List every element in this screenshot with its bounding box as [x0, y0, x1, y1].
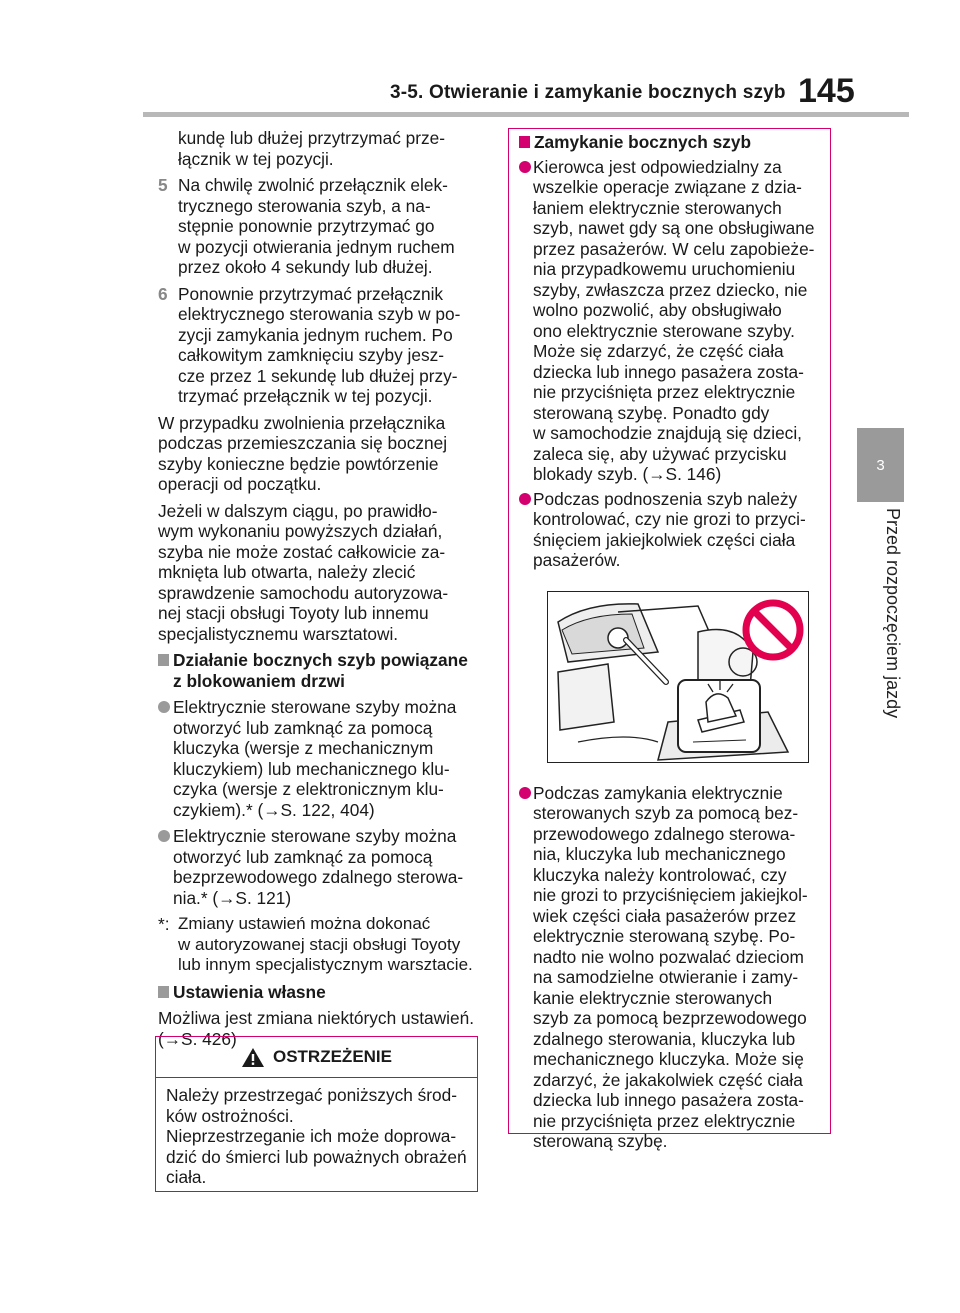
- chapter-tab: [857, 428, 904, 502]
- circle-bullet-icon: [158, 697, 173, 820]
- heading-custom-settings: Ustawienia własne: [158, 982, 480, 1003]
- bullet-item: Elektrycznie sterowane szyby można otworzyć lub zamknąć za pomocą bezprzewodowego zdalnego sterowa- nia.* (→S. 121): [158, 826, 480, 908]
- circle-bullet-icon: [519, 783, 533, 1152]
- heading-closing-windows: Zamykanie bocznych szyb: [519, 132, 822, 153]
- section-title: 3-5. Otwieranie i zamykanie bocznych szyb: [390, 82, 786, 103]
- bullet-item: Podczas zamykania elektrycznie sterowanych szyb za pomocą bez- przewodowego zdalnego sterowa- nia, kluczyka lub mechanicznego kluczyka należy kontrolować, czy nie grozi to przyciśnięciem jakiejkol- wiek części ciała pasażerów przez elektrycznie sterowaną szybę. Po- nadto nie wolno pozwalać dzieciom na samodzielne otwieranie i zamy- kanie elektrycznie sterowanych szyb za pomocą bezprzewodowego zdalnego sterowania, kluczyka lub mechanicznego kluczyka. Może się zdarzyć, że jakakolwiek część ciała dziecka lub innego pasażera zosta- nie przyciśnięta przez elektrycznie sterowaną szybę.: [519, 783, 822, 1152]
- step-number: 6: [158, 283, 168, 304]
- chapter-title: Przed rozpoczęciem jazdy: [883, 508, 903, 719]
- left-column: [158, 128, 480, 1055]
- page-number: 145: [798, 72, 855, 110]
- circle-bullet-icon: [158, 826, 173, 908]
- circle-bullet-icon: [519, 157, 533, 485]
- warning-title: OSTRZEŻENIE: [272, 1047, 392, 1066]
- closing-windows-box: [508, 128, 831, 1151]
- header-divider: [143, 112, 909, 117]
- step-text: Ponownie przytrzymać przełącznik elektrycznego sterowania szyb w po- zycji zamykania jednym ruchem. Po całkowitym zamknięciu szyby jesz- cze przez 1 sekundę lub dłużej przy- trzymać przełącznik w tej pozycji.: [178, 283, 461, 406]
- bullet-item: Podczas podnoszenia szyb należy kontrolować, czy nie grozi to przyci- śnięciem jakiejkolwiek części ciała pasażerów.: [519, 489, 822, 571]
- circle-bullet-icon: [519, 489, 533, 571]
- step-number: 5: [158, 175, 168, 195]
- continued-paragraph: kundę lub dłużej przytrzymać prze- łącznik w tej pozycji.: [178, 128, 446, 169]
- square-bullet-icon: [158, 982, 173, 1003]
- warning-box: [155, 1036, 478, 1192]
- step-6: [158, 284, 480, 407]
- bullet-item: Kierowca jest odpowiedzialny za wszelkie operacje związane z dzia- łaniem elektrycznie sterowanych szyb, nawet gdy są one obsługiwane przez pasażerów. W celu zapobieże- nia przypadkowemu uruchomieniu szyby, zwłaszcza przez dziecko, nie wolno pozwolić, aby obsługiwało ono elektrycznie sterowane szyby. Może się zdarzyć, że część ciała dziecka lub innego pasażera zosta- nie przyciśnięta przez elektrycznie sterowaną szybę. Ponadto gdy w samochodzie znajdują się dzieci, zaleca się, aby używać przycisku blokady szyb. (→S. 146): [519, 157, 822, 485]
- warning-text: Należy przestrzegać poniższych środ- ków ostrożności. Nieprzestrzeganie ich może doprowa- dzić do śmierci lub poważnych obrażeń ciała.: [166, 1085, 467, 1187]
- step-5: [158, 175, 480, 278]
- footnote: *: Zmiany ustawień można dokonać w autoryzowanej stacji obsługi Toyoty lub innym specjalistycznym warsztacie.: [158, 914, 473, 974]
- car-window-illustration: [547, 591, 809, 763]
- step-text: Na chwilę zwolnić przełącznik elek- trycznego sterowania szyb, a na- stępnie ponownie przytrzymać go w pozycji otwierania jednym ruchem przez około 4 sekundy lub dłużej.: [178, 175, 455, 277]
- square-bullet-icon: [158, 650, 173, 691]
- paragraph-release: W przypadku zwolnienia przełącznika podczas przemieszczania się bocznej szyby konieczne będzie powtórzenie operacji od początku.: [158, 412, 448, 494]
- bullet-item: Elektrycznie sterowane szyby można otworzyć lub zamknąć za pomocą kluczyka (wersje z mechanicznym kluczykiem) lub mechanicznego klu- czyka (wersje z elektronicznym klu- czykiem).* (→S. 122, 404): [158, 697, 480, 820]
- warning-triangle-icon: [241, 1047, 265, 1068]
- square-bullet-icon: [519, 132, 534, 153]
- warning-header: [156, 1037, 477, 1077]
- window-pinch-hazard-illustration: [548, 592, 808, 762]
- chapter-number: 3: [876, 456, 885, 474]
- footnote-mark: *:: [158, 914, 170, 934]
- paragraph-service: Jeżeli w dalszym ciągu, po prawidło- wym wykonaniu powyższych działań, szyba nie może zostać całkowicie za- mknięta lub otwarta, należy zlecić sprawdzenie samochodu autoryzowa- nej stacji obsługi Toyoty lub innemu specjalistycznemu warsztatowi.: [158, 500, 449, 644]
- paragraph-custom-settings: Możliwa jest zmiana niektórych ustawień. (→S. 426): [158, 1008, 474, 1049]
- heading-door-lock: Działanie bocznych szyb powiązane z blokowaniem drzwi: [158, 650, 480, 691]
